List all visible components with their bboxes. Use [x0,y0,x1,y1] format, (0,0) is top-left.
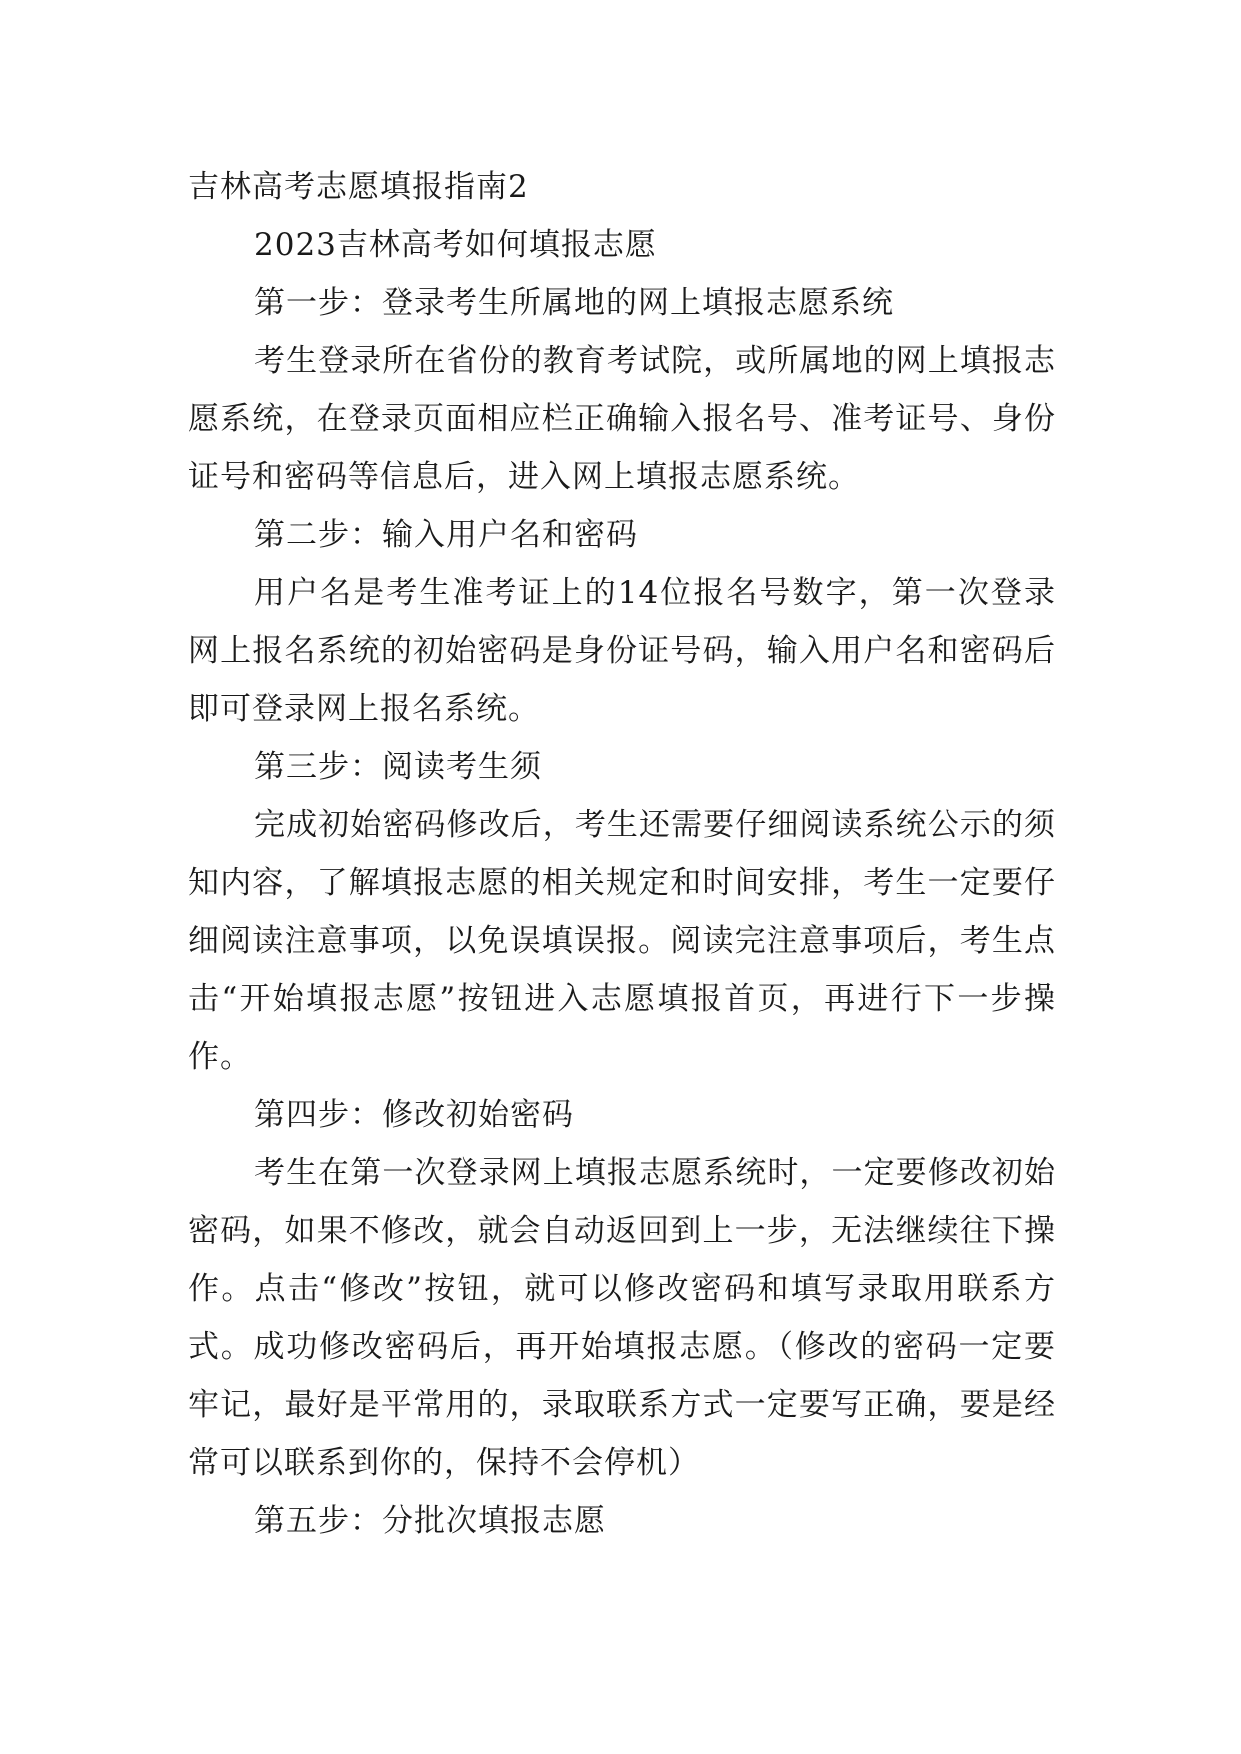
step2-paragraph: 用户名是考生准考证上的14位报名号数字，第一次登录网上报名系统的初始密码是身份证号码，输入用户名和密码后即可登录网上报名系统。 [188,575,1056,727]
step1-paragraph: 考生登录所在省份的教育考试院，或所属地的网上填报志愿系统，在登录页面相应栏正确输入报名号、准考证号、身份证号和密码等信息后，进入网上填报志愿系统。 [188,343,1056,495]
document-body [188,158,1056,1550]
step1-heading: 第一步：登录考生所属地的网上填报志愿系统 [254,285,894,321]
step5-heading: 第五步：分批次填报志愿 [254,1503,606,1539]
step3-heading: 第三步：阅读考生须 [254,749,542,785]
document-title: 吉林高考志愿填报指南2 [188,169,529,205]
step3-paragraph: 完成初始密码修改后，考生还需要仔细阅读系统公示的须知内容，了解填报志愿的相关规定和时间安排，考生一定要仔细阅读注意事项，以免误填误报。阅读完注意事项后，考生点击“开始填报志愿”按钮进入志愿填报首页，再进行下一步操作。 [188,807,1056,1075]
step4-heading: 第四步：修改初始密码 [254,1097,574,1133]
step2-heading: 第二步：输入用户名和密码 [254,517,638,553]
step4-paragraph: 考生在第一次登录网上填报志愿系统时，一定要修改初始密码，如果不修改，就会自动返回到上一步，无法继续往下操作。点击“修改”按钮，就可以修改密码和填写录取用联系方式。成功修改密码后，再开始填报志愿。（修改的密码一定要牢记，最好是平常用的，录取联系方式一定要写正确，要是经常可以联系到你的，保持不会停机） [188,1155,1056,1481]
document-subtitle: 2023吉林高考如何填报志愿 [254,227,657,263]
